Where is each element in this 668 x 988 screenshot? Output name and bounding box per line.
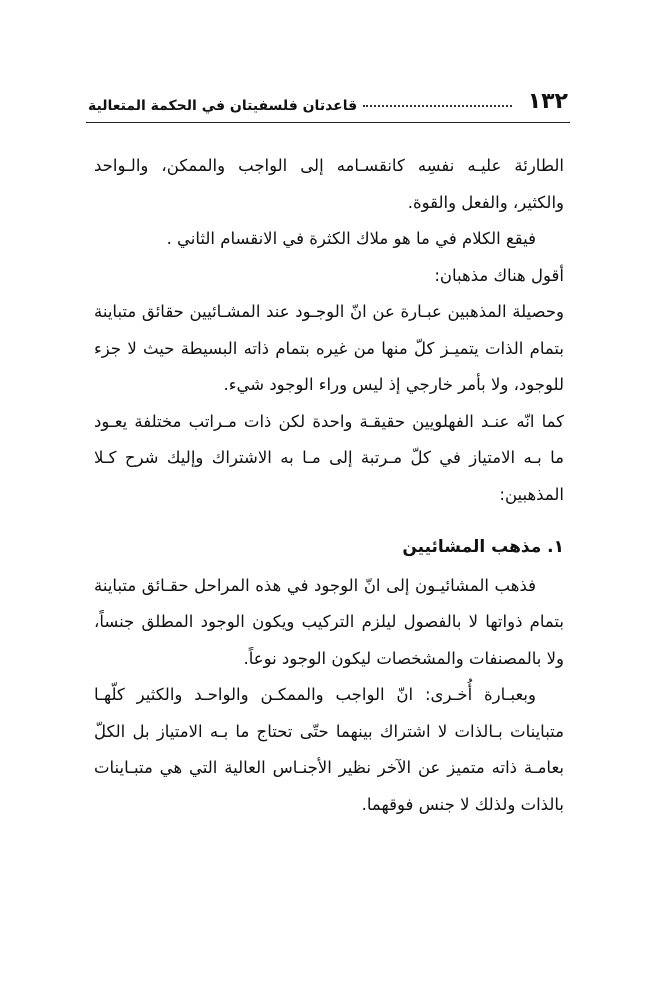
- section-paragraph: فذهب المشائيـون إلى انّ الوجود في هذه المراحل حقـائق متباينة بتمام ذواتها لا بالفصول ليلزم التركيب ويكون الوجود المطلق جنساً، ولا بالمصنفات والمشخصات ليكون الوجود نوعاً.: [94, 575, 564, 668]
- page-number: ١٣٢: [527, 89, 568, 114]
- paragraph: وحصيلة المذهبين عبـارة عن انّ الوجـود عند المشـائيين حقائق متباينة بتمام الذات يتميـز كلّ منها من غيره بتمام ذاته البسيطة حيث لا جزء للوجود، ولا بأمر خارجي إذ ليس وراء الوجود شيء.: [94, 302, 564, 394]
- paragraph: فيقع الكلام في ما هو ملاك الكثرة في الانقسام الثاني .: [166, 229, 536, 248]
- header-rule: [86, 122, 570, 123]
- paragraph: كما انّه عنـد الفهلويين حقيقـة واحدة لكن ذات مـراتب مختلفة يعـود ما بـه الامتياز في كلّ مـرتبة إلى مـا به الاشتراك وإليك شرح كـلا المذهبين:: [94, 411, 564, 504]
- paragraph: أقول هناك مذهبان:: [434, 265, 564, 285]
- section-heading: ١. مذهب المشائيين: [402, 537, 564, 557]
- page-header: [88, 88, 568, 114]
- paragraph-continuation: الطارئة عليـه نفسِه كانقسـامه إلى الواجب والممكن، والـواحد والكثير، والفعل والقوة.: [94, 156, 564, 212]
- section-paragraph: وبعبـارة أُخـرى: انّ الواجب والممكـن والواحـد والكثير كلّهـا متباينات بـالذات لا اشتراك بينهما حتّى تحتاج ما بـه الامتياز بل الكلّ بعامـة ذاته متميز عن الآخر نظير الأجنـاس العالية التي هي متبـاينات بالذات ولذلك لا جنس فوقهما.: [94, 685, 564, 814]
- header-dot-leader: [363, 105, 512, 107]
- body-text: [94, 148, 564, 823]
- running-title: قاعدتان فلسفيتان في الحكمة المتعالية: [88, 98, 358, 114]
